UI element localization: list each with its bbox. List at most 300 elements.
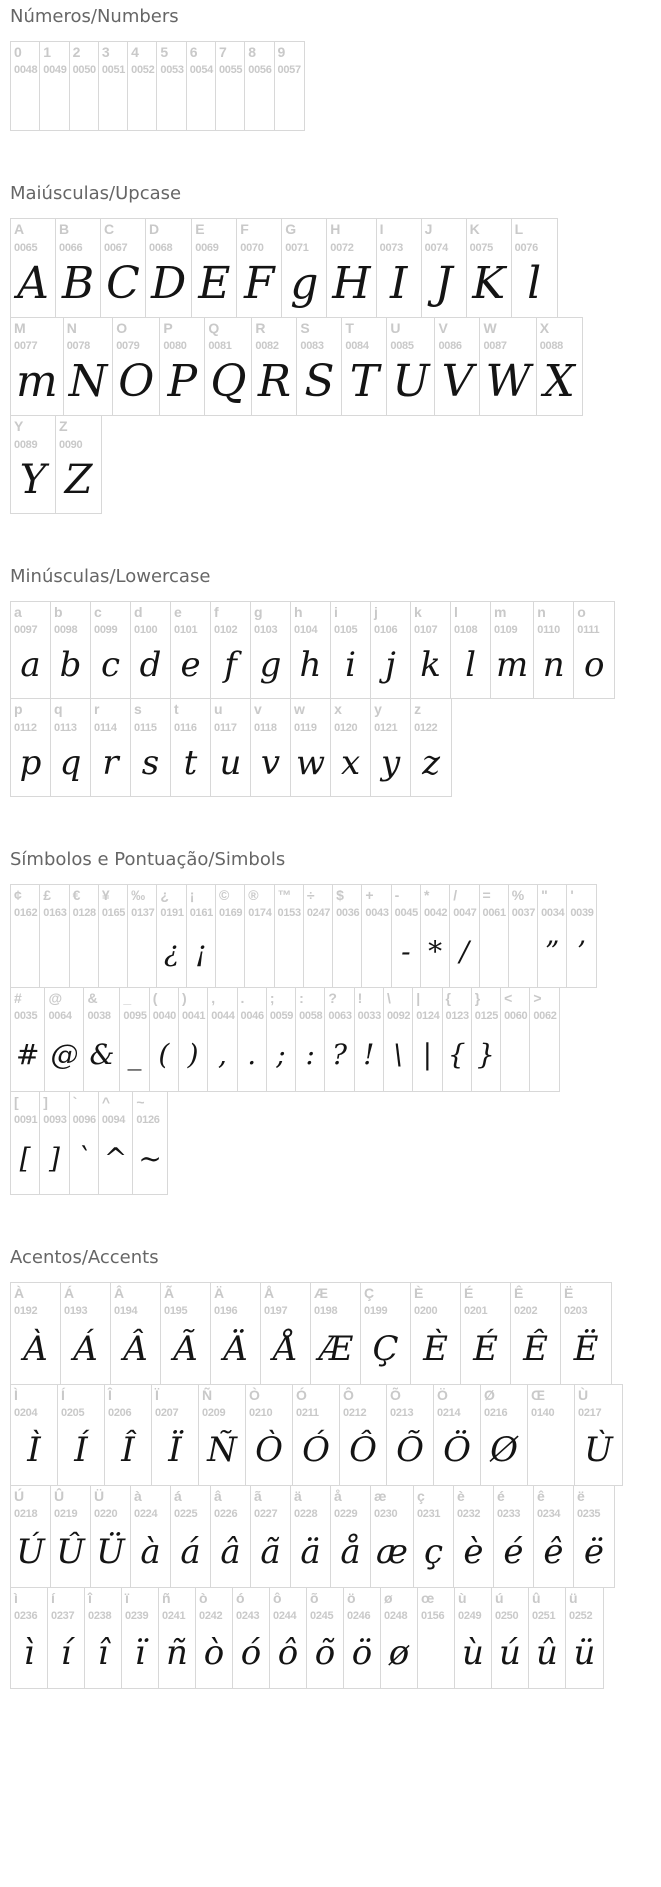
char-code: 0113 [54,721,77,734]
char-code: 0193 [64,1305,88,1318]
char-code: 0251 [532,1609,556,1622]
cell-header [211,699,250,735]
cell-header [467,219,511,255]
char-label: l [454,603,458,620]
glyph-area [537,354,582,415]
font-glyph: H [332,257,371,309]
font-glyph: n [542,645,565,686]
char-cell-0137 [128,885,157,987]
font-glyph: ! [363,1038,375,1072]
font-glyph: È [423,1328,448,1369]
font-glyph: c [100,645,121,686]
glyph-area [344,1624,380,1688]
char-code: 0246 [347,1609,371,1622]
char-code: 0203 [564,1305,588,1318]
font-glyph: A [17,257,49,309]
char-cell-0100 [131,602,171,698]
glyph-area [387,354,434,415]
glyph-area [355,1025,383,1091]
char-cell-0053 [157,42,186,130]
cell-header [91,699,130,735]
char-cell-0121 [371,699,411,795]
cell-header [245,42,273,78]
char-code: 0107 [414,624,438,637]
cell-header [216,885,244,921]
glyph-area [128,921,156,987]
cell-header [187,885,215,921]
char-code: 0112 [14,721,37,734]
char-cell-0082 [252,318,297,415]
char-cell-0109 [491,602,534,698]
char-label: H [330,221,341,238]
char-code: 0078 [66,340,91,353]
char-cell-0210 [246,1385,293,1485]
cell-header [342,318,386,354]
cell-header [331,1486,370,1522]
glyph-area [333,921,361,987]
char-label: k [414,603,422,620]
cell-header [392,885,420,921]
char-code: 0091 [14,1113,38,1126]
char-label: æ [374,1488,387,1505]
cell-header [152,1385,198,1421]
cell-header [70,1092,98,1128]
char-code: 0192 [14,1305,38,1318]
char-code: 0137 [131,907,155,919]
char-code: 0236 [14,1609,38,1622]
font-glyph: û [536,1633,558,1674]
font-glyph: r [102,742,119,783]
char-label: ñ [162,1589,171,1606]
char-cell-0048 [11,42,40,130]
char-code: 0165 [101,907,126,919]
char-cell-0198 [311,1283,361,1383]
char-label: R [255,319,266,336]
char-cell-0113 [51,699,91,795]
font-glyph: | [422,1038,433,1072]
char-cell-0125 [472,988,501,1090]
char-label: £ [43,886,52,903]
cell-header [528,1385,574,1421]
cell-header [161,1283,210,1319]
font-glyph: g [290,257,319,309]
char-label: N [66,319,77,336]
cell-header [297,318,341,354]
char-code: 0210 [249,1406,273,1419]
char-label: 8 [248,44,257,60]
char-label: É [464,1285,474,1302]
font-glyph: à [140,1531,161,1572]
font-glyph: É [473,1328,498,1369]
char-label: Ô [343,1386,354,1403]
glyph-area [51,1523,90,1587]
font-glyph: ç [423,1531,443,1572]
font-glyph: å [340,1531,361,1572]
cell-header [538,885,566,921]
glyph-area [211,1320,260,1384]
font-glyph: ¡ [195,934,207,968]
cell-header [211,1486,250,1522]
cell-header [501,988,529,1024]
char-label: È [414,1285,424,1302]
glyph-area [199,1421,245,1485]
font-glyph: Í [74,1430,88,1471]
char-label: Á [64,1285,75,1302]
cell-header [171,699,210,735]
char-label: f [214,603,219,620]
cell-header [11,416,55,452]
glyph-area [371,1523,413,1587]
char-code: 0093 [43,1113,67,1126]
char-label: m [494,603,507,620]
cell-header [70,885,98,921]
font-glyph: : [305,1038,315,1072]
cell-header [11,42,39,78]
glyph-area [529,1624,565,1688]
cell-header [371,699,410,735]
cell-header [159,1588,195,1624]
glyph-area [40,1128,68,1194]
char-label: Œ [531,1386,545,1403]
font-glyph: ¿ [164,934,180,968]
glyph-area [435,354,479,415]
char-cell-0066 [56,219,101,316]
cell-header [411,699,451,735]
section-uppercase [10,183,661,513]
char-label: ì [14,1589,18,1606]
char-label: Q [208,319,220,336]
char-code: 0239 [125,1609,149,1622]
font-glyph: ” [545,934,560,968]
glyph-area [11,638,50,698]
glyph-area [261,1320,310,1384]
cell-header [251,602,290,638]
char-cell-0251 [529,1588,566,1688]
font-glyph: , [217,1038,227,1072]
char-code: 0204 [14,1406,38,1419]
char-cell-0093 [40,1092,69,1194]
char-code: 0036 [336,907,360,919]
section-title-symbols: Símbolos e Pontuação/Simbols [10,848,286,870]
char-code: 0077 [14,340,38,353]
char-cell-0099 [91,602,131,698]
char-code: 0156 [421,1609,445,1622]
char-code: 0083 [300,340,324,353]
font-glyph: / [459,934,470,968]
char-code: 0051 [101,64,126,77]
char-code: 0050 [72,64,96,77]
char-label: v [254,701,262,718]
char-cell-0044 [208,988,237,1090]
font-glyph: o [584,645,605,686]
char-label: w [294,701,305,718]
char-code: 0040 [152,1010,176,1023]
cell-header [11,699,50,735]
char-code: 0042 [423,907,448,919]
char-label: ô [273,1589,282,1606]
char-row [10,1485,615,1587]
char-label: Ø [484,1386,495,1403]
char-label: 2 [72,44,81,60]
char-cell-0037 [509,885,538,987]
char-cell-0040 [150,988,179,1090]
font-glyph: Ç [372,1328,399,1369]
glyph-area [150,1025,178,1091]
char-cell-0052 [128,42,157,130]
font-glyph: J [434,257,453,309]
char-cell-0034 [538,885,567,987]
char-code: 0128 [72,907,96,919]
cell-header [64,318,113,354]
char-label: ù [458,1589,467,1606]
cell-header [472,988,500,1024]
char-cell-0079 [113,318,160,415]
cell-header [133,1092,166,1128]
char-row [10,601,615,699]
char-code: 0098 [54,624,78,637]
font-glyph: Ö [443,1430,471,1471]
char-code: 0073 [379,241,403,254]
char-code: 0191 [160,907,184,919]
cell-header [574,602,614,638]
char-label: > [533,990,542,1007]
char-code: 0048 [14,64,38,77]
char-cell-0118 [251,699,291,795]
char-code: 0094 [101,1113,126,1126]
char-label: ™ [277,886,292,903]
font-glyph: ( [158,1038,170,1072]
cell-header [307,1588,343,1624]
cell-header [511,1283,560,1319]
char-label: ã [254,1488,262,1505]
char-code: 0074 [424,241,448,254]
char-label: I [379,221,384,238]
glyph-area [211,1523,250,1587]
char-label: = [482,886,491,903]
font-glyph: R [257,356,291,408]
glyph-area [275,78,304,130]
cell-header [377,219,421,255]
char-row [10,1587,604,1689]
font-glyph: m [16,356,58,408]
char-label: _ [123,990,132,1007]
font-glyph: ú [499,1633,521,1674]
font-glyph: ~ [138,1141,162,1175]
cell-header [291,1486,330,1522]
glyph-area [99,78,127,130]
char-code: 0114 [94,721,117,734]
glyph-area [492,1624,528,1688]
char-cell-0217 [575,1385,622,1485]
cell-header [275,885,303,921]
glyph-area [251,1523,290,1587]
char-cell-0191 [157,885,186,987]
char-label: d [134,603,143,620]
cell-header [84,988,119,1024]
font-glyph: ` [76,1141,91,1175]
char-cell-0226 [211,1486,251,1586]
char-label: ` [72,1093,78,1110]
char-label: ! [357,990,363,1007]
glyph-area [146,256,191,317]
glyph-area [450,921,478,987]
cell-header [171,602,210,638]
char-label: Õ [390,1386,401,1403]
char-label: [ [14,1093,19,1110]
char-code: 0054 [189,64,213,77]
char-cell-0201 [461,1283,511,1383]
char-cell-0220 [91,1486,131,1586]
cell-header [480,885,508,921]
cell-header [51,1486,90,1522]
glyph-area [411,736,451,796]
char-label: u [214,701,223,718]
char-label: D [149,221,160,238]
section-numbers [10,6,661,131]
char-cell-0077 [11,318,64,415]
char-code: 0070 [240,241,264,254]
font-glyph: O [118,356,155,408]
cell-header [128,42,156,78]
char-code: 0085 [390,340,414,353]
font-glyph: Ã [173,1328,198,1369]
char-code: 0116 [174,721,197,734]
char-cell-0165 [99,885,128,987]
char-cell-0219 [51,1486,91,1586]
char-cell-0036 [333,885,362,987]
char-code: 0109 [494,624,518,637]
glyph-area [411,638,450,698]
char-label: ö [347,1589,356,1606]
font-glyph: d [139,645,162,686]
char-label: Î [108,1386,112,1403]
char-cell-0122 [411,699,451,795]
char-cell-0089 [11,416,56,512]
glyph-area [11,736,50,796]
cell-header [146,219,191,255]
char-cell-0051 [99,42,128,130]
char-label: 0 [14,44,22,60]
cell-header [11,1092,39,1128]
font-glyph: _ [127,1038,142,1072]
cell-header [131,1486,170,1522]
char-code: 0035 [14,1010,38,1023]
char-cell-0041 [179,988,208,1090]
cell-header [113,318,159,354]
char-cell-0196 [211,1283,261,1383]
glyph-area [384,1025,412,1091]
char-label: * [423,886,430,903]
char-label: x [334,701,342,718]
glyph-area [11,1624,47,1688]
cell-header [455,1588,491,1624]
char-label: ¡ [189,886,195,903]
char-code: 0069 [195,241,219,254]
char-code: 0119 [294,721,317,734]
font-glyph: W [485,356,531,408]
cell-header [40,1092,68,1128]
char-label: . [240,990,245,1007]
cell-header [131,602,170,638]
glyph-area [251,736,290,796]
char-label: ~ [136,1093,145,1110]
glyph-area [171,736,210,796]
section-title-lowercase: Minúsculas/Lowercase [10,565,211,587]
glyph-area [501,1025,529,1091]
glyph-area [131,736,170,796]
character-map [10,6,661,1689]
char-label: W [483,319,497,336]
font-glyph: á [180,1531,201,1572]
cell-header [99,42,127,78]
cell-header [251,1486,290,1522]
font-glyph: Î [121,1430,135,1471]
char-code: 0235 [576,1508,601,1521]
cell-header [411,602,450,638]
char-cell-0094 [99,1092,133,1194]
char-code: 0062 [533,1010,557,1023]
glyph-area [481,1421,527,1485]
char-cell-0236 [11,1588,48,1688]
font-glyph: Ú [16,1531,45,1572]
font-glyph: B [61,257,95,309]
char-code: 0232 [456,1508,481,1521]
glyph-area [311,1320,360,1384]
char-label: € [72,886,81,903]
char-code: 0084 [345,340,369,353]
char-cell-0244 [270,1588,307,1688]
char-label: Ü [94,1488,105,1505]
char-label: b [54,603,63,620]
cell-header [491,602,533,638]
glyph-area [381,1624,417,1688]
glyph-area [111,1320,160,1384]
char-code: 0196 [214,1305,238,1318]
char-cell-0054 [187,42,216,130]
cell-header [566,1588,603,1624]
char-cell-0239 [122,1588,159,1688]
char-label: Å [264,1285,275,1302]
cell-header [296,988,324,1024]
cell-header [340,1385,386,1421]
char-code: 0082 [255,340,279,353]
cell-header [157,42,185,78]
font-glyph: ’ [577,934,586,968]
char-cell-0248 [381,1588,418,1688]
char-code: 0233 [496,1508,521,1521]
glyph-area [51,736,90,796]
glyph-area [422,256,466,317]
char-cell-0035 [11,988,45,1090]
glyph-area [362,921,390,987]
char-label: h [294,603,303,620]
char-cell-0250 [492,1588,529,1688]
cell-header [70,42,98,78]
char-label: q [54,701,63,718]
section-accents [10,1247,661,1689]
char-row [10,415,102,513]
glyph-area [414,1523,453,1587]
char-code: 0205 [61,1406,85,1419]
char-cell-0128 [70,885,99,987]
char-cell-0050 [70,42,99,130]
char-label: Û [54,1488,65,1505]
glyph-area [128,78,156,130]
char-label: T [345,319,354,336]
cell-header [58,1385,104,1421]
char-label: i [334,603,338,620]
glyph-area [296,1025,324,1091]
